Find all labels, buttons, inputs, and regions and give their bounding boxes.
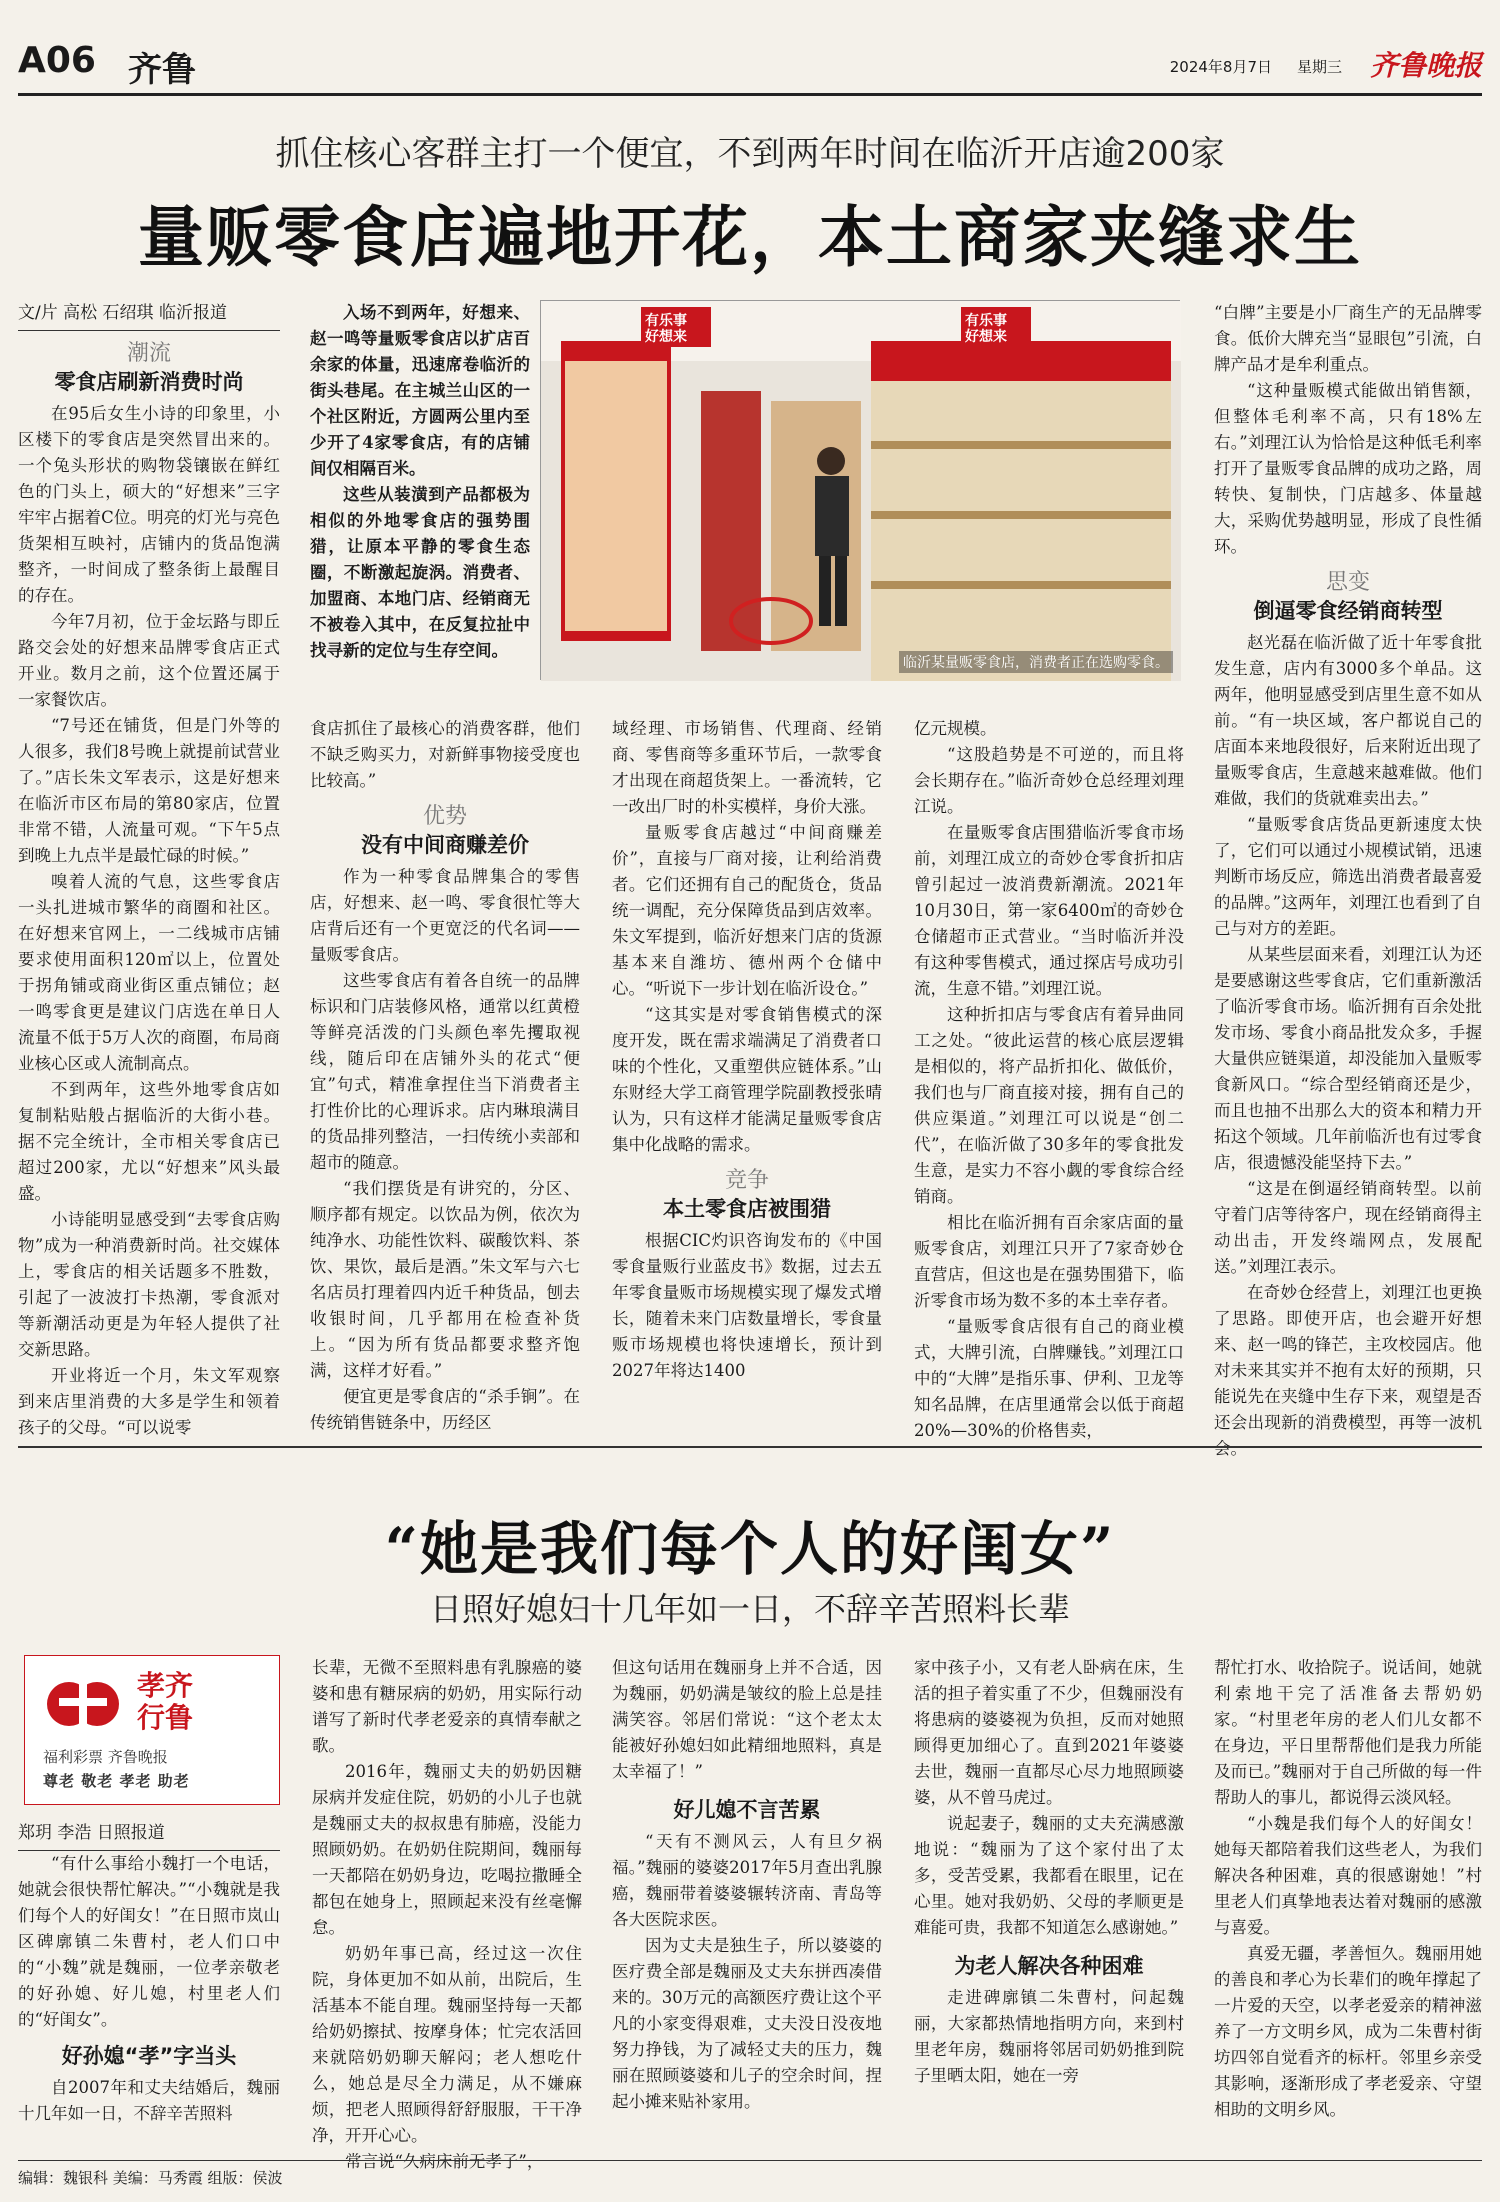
paragraph: 真爱无疆，孝善恒久。魏丽用她的善良和孝心为长辈们的晚年撑起了一片爱的天空，以孝老爱亲的精神滋养了一方文明乡风，成为二朱曹村街坊四邻自觉看齐的标杆。邻里乡亲受其影响，逐渐形成了孝老爱亲、守望相助的文明乡风。 [1214,1944,1482,2119]
paragraph: 嗅着人流的气息，这些零食店一头扎进城市繁华的商圈和社区。在好想来官网上，一二线城市店铺要求使用面积120㎡以上，位置处于拐角铺或商业街区重点铺位；赵一鸣零食更是建议门店选在单日人流量不低于5万人次的商圈，布局商业核心区或人流制高点。 [18,872,280,1073]
story2-subhead-help-elders: 为老人解决各种困难 [954,1954,1144,1978]
paragraph: “这其实是对零食销售模式的深度开发，既在需求端满足了消费者口味的个性化，又重塑供应链体系。”山东财经大学工商管理学院副教授张晴认为，只有这样才能满足量贩零食店集中化战略的需求。 [612,1005,882,1154]
paragraph: 常言说“久病床前无孝子”， [345,2152,544,2171]
story2-column-4 [914,1655,1184,2150]
badge-slogan: 尊老 敬老 孝老 助老 [43,1772,190,1790]
paragraph: 奶奶年事已高，经过这一次住院，身体更加不如从前，出院后，生活基本不能自理。魏丽坚持每一天都给奶奶擦拭、按摩身体；忙完农活回来就陪奶奶聊天解闷；老人想吃什么，她总是尽全力满足，从不嫌麻烦，把老人照顾得舒舒服服，干干净净，开开心心。 [312,1944,582,2145]
paragraph-continued: 家中孩子小，又有老人卧病在床，生活的担子着实重了不少，但魏丽没有将患病的婆婆视为负担，反而对她照顾得更加细心了。直到2021年婆婆去世，魏丽一直都尽心尽力地照顾婆婆，从不曾马虎过。 [914,1658,1184,1807]
paragraph: 自2007年和丈夫结婚后，魏丽十几年如一日，不辞辛苦照料 [18,2078,280,2123]
paragraph: 在量贩零食店围猎临沂零食市场前，刘理江成立的奇妙仓零食折扣店曾引起过一波消费新潮流。2021年10月30日，第一家6400㎡的奇妙仓仓储超市正式营业。“当时临沂并没有这种零售模式，通过探店号成功引流，生意不错。”刘理江说。 [914,823,1184,998]
paragraph: “这是在倒逼经销商转型。以前守着门店等待客户，现在经销商得主动出击，开发终端网点，发展配送。”刘理江表示。 [1214,1179,1482,1276]
paragraph-continued: 但这句话用在魏丽身上并不合适，因为魏丽，奶奶满是皱纹的脸上总是挂满笑容。邻居们常说：“这个老太太能被好孙媳妇如此精细地照料，真是太幸福了！” [612,1658,882,1781]
paragraph: 在95后女生小诗的印象里，小区楼下的零食店是突然冒出来的。一个兔头形状的购物袋镶嵌在鲜红色的门头上，硕大的“好想来”三字牢牢占据着C位。明亮的灯光与亮色货架相互映衬，店铺内的货品饱满整齐，一时间成了整条街上最醒目的存在。 [18,404,280,605]
story1-kicker-competition: 竞争 [724,1168,769,1193]
paragraph: 不到两年，这些外地零食店如复制粘贴般占据临沂的大街小巷。据不完全统计，全市相关零食店已超过200家，尤以“好想来”风头最盛。 [18,1080,280,1203]
paragraph: 今年7月初，位于金坛路与即丘路交会处的好想来品牌零食店正式开业。数月之前，这个位置还属于一家餐饮店。 [18,612,280,709]
paragraph: 根据CIC灼识咨询发布的《中国零食量贩行业蓝皮书》数据，过去五年零食量贩市场规模实现了爆发式增长，随着未来门店数量增长，零食量贩市场规模也将快速增长，预计到2027年将达1400 [612,1231,882,1380]
story2-column-1 [18,1820,280,2150]
paragraph: 作为一种零食品牌集合的零售店，好想来、赵一鸣、零食很忙等大店背后还有一个更宽泛的代名词——量贩零食店。 [310,867,580,964]
story2-column-5 [1214,1655,1482,2150]
paragraph-continued: “白牌”主要是小厂商生产的无品牌零食。低价大牌充当“显眼包”引流，白牌产品才是牟利重点。 [1214,303,1482,374]
story2-headline: “她是我们每个人的好闺女” [384,1515,1116,1583]
paragraph: “小魏是我们每个人的好闺女！她每天都陪着我们这些老人，为我们解决各种困难，真的很感谢她！”村里老人们真挚地表达着对魏丽的感激与喜爱。 [1214,1814,1482,1937]
story2-byline: 郑玥 李浩 日照报道 [18,1820,280,1851]
masthead [18,40,1482,96]
paragraph: 这些零食店有着各自统一的品牌标识和门店装修风格，通常以红黄橙等鲜亮活泼的门头颜色率先攫取视线，随后印在店铺外头的花式“便宜”句式，精准拿捏住当下消费者主打性价比的心理诉求。店内琳琅满目的货品排列整洁，一扫传统小卖部和超市的随意。 [310,971,580,1172]
story1-headline: 量贩零食店遍地开花，本土商家夹缝求生 [138,199,1362,276]
paragraph: “量贩零食店很有自己的商业模式，大牌引流，白牌赚钱。”刘理江口中的“大牌”是指乐事、伊利、卫龙等知名品牌，在店里通常会以低于商超20%—30%的价格售卖， [914,1317,1184,1440]
paragraph-continued: 亿元规模。 [914,719,997,738]
story-divider [18,1446,1482,1448]
story1-column-4 [914,716,1184,1440]
paragraph: 从某些层面来看，刘理江认为还是要感谢这些零食店，它们重新激活了临沂零食市场。临沂拥有百余处批发市场、零食小商品批发众多，手握大量供应链渠道，却没能加入量贩零食新风口。“综合型经销商还是少，而且也抽不出那么大的资本和精力开拓这个领域。几年前临沂也有过零食店，很遗憾没能坚持下去。” [1214,945,1482,1172]
store-interior-image [541,301,1181,681]
story1-kicker-trend: 潮流 [126,341,171,366]
paragraph: “我们摆货是有讲究的，分区、顺序都有规定。以饮品为例，依次为纯净水、功能性饮料、碳酸饮料、茶饮、果饮，最后是酒。”朱文军与六七名店员打理着四内近千种货品，刨去收银时间，几乎都用在检查补货上。“因为所有货品都要求整齐饱满，这样才好看。” [310,1179,580,1380]
paragraph: “天有不测风云，人有旦夕祸福。”魏丽的婆婆2017年5月查出乳腺癌，魏丽带着婆婆辗转济南、青岛等各大医院求医。 [612,1832,882,1929]
charity-badge [24,1655,280,1805]
story1-kicker: 抓住核心客群主打一个便宜，不到两年时间在临沂开店逾200家 [275,134,1225,174]
store-photo [540,300,1180,680]
paragraph: 便宜更是零食店的“杀手锏”。在传统销售链条中，历经区 [310,1387,580,1432]
newspaper-logo: 齐鲁晚报 [1369,49,1482,82]
paragraph: 赵光磊在临沂做了近十年零食批发生意，店内有3000多个单品。这两年，他明显感受到店里生意不如从前。“有一块区域，客户都说自己的店面本来地段很好，后来附近出现了量贩零食店，生意越来越难做。他们难做，我们的货就难卖出去。” [1214,633,1482,808]
paragraph: “这股趋势是不可逆的，而且将会长期存在。”临沂奇妙仓总经理刘理江说。 [914,745,1184,816]
paragraph: “这种量贩模式能做出销售额，但整体毛利率不高，只有18%左右。”刘理江认为恰恰是这种低毛利率打开了量贩零食品牌的成功之路，周转快、复制快，门店越多、体量越大，采购优势越明显，形成了良性循环。 [1214,381,1482,556]
story1-subhead-trend: 零食店刷新消费时尚 [54,370,244,394]
paragraph: 这种折扣店与零食店有着异曲同工之处。“彼此运营的核心底层逻辑是相似的，将产品折扣化、做低价，我们也与厂商直接对接，拥有自己的供应渠道。”刘理江可以说是“创二代”，在临沂做了30多年的零食批发生意，是实力不容小觑的零食综合经销商。 [914,1005,1184,1206]
paragraph: 在奇妙仓经营上，刘理江也更换了思路。即使开店，也会避开好想来、赵一鸣的锋芒，主攻校园店。他对未来其实并不抱有太好的预期，只能说先在夹缝中生存下来，观望是否还会出现新的消费模型，再等一波机会。 [1214,1283,1482,1458]
story1-subhead-change: 倒逼零食经销商转型 [1253,599,1443,623]
badge-sponsors: 福利彩票 齐鲁晚报 [43,1748,168,1766]
shop-sign-1: 有乐事 好想来 [645,313,687,345]
paragraph: 2016年，魏丽丈夫的奶奶因糖尿病并发症住院，奶奶的小儿子也就是魏丽丈夫的叔叔患有肺癌，没能力照顾奶奶。在奶奶住院期间，魏丽每一天都陪在奶奶身边，吃喝拉撒睡全都包在她身上，照顾起来没有丝毫懈怠。 [312,1762,582,1937]
paragraph-continued: 长辈，无微不至照料患有乳腺癌的婆婆和患有糖尿病的奶奶，用实际行动谱写了新时代孝老爱亲的真情奉献之歌。 [312,1658,582,1755]
paragraph: 因为丈夫是独生子，所以婆婆的医疗费全部是魏丽及丈夫东拼西凑借来的。30万元的高额医疗费让这个平凡的小家变得艰难，丈夫没日没夜地努力挣钱，为了减轻丈夫的压力，魏丽在照顾婆婆和儿子的空余时间，捏起小摊来贴补家用。 [612,1936,882,2111]
story1-kicker-advantage: 优势 [422,804,467,829]
paragraph: 量贩零食店越过“中间商赚差价”，直接与厂商对接，让利给消费者。它们还拥有自己的配货仓，货品统一调配，充分保障货品到店效率。朱文军提到，临沂好想来门店的货源基本来自潍坊、德州两个仓储中心。“听说下一步计划在临沂设仓。” [612,823,882,998]
story1-byline: 文/片 高松 石绍琪 临沂报道 [18,300,280,331]
paragraph: “有什么事给小魏打一个电话，她就会很快帮忙解决。”“小魏就是我们每个人的好闺女！”在日照市岚山区碑廓镇二朱曹村，老人们口中的“小魏”就是魏丽，一位孝亲敬老的好孙媳、好儿媳，村里老人们的“好闺女”。 [18,1854,280,2029]
story1-subhead-competition: 本土零食店被围猎 [663,1197,831,1221]
paragraph-continued: 域经理、市场销售、代理商、经销商、零售商等多重环节后，一款零食才出现在商超货架上。一番流转，它一改出厂时的朴实模样，身价大涨。 [612,719,882,816]
photo-caption: 临沂某量贩零食店，消费者正在选购零食。 [899,651,1173,673]
page-credits: 编辑：魏银科 美编：马秀霞 组版：侯波 [18,2160,1482,2188]
page-number: A06 [18,40,96,81]
paragraph: “量贩零食店货品更新速度太快了，它们可以通过小规模试销，迅速判断市场反应，筛选出消费者最喜爱的品牌。”这两年，刘理江也看到了自己与对方的差距。 [1214,815,1482,938]
story1-kicker-change: 思变 [1325,570,1370,595]
story2-subhead-granddaughter: 好孙媳“孝”字当头 [61,2044,237,2068]
story1-lead-text [310,300,530,680]
paragraph: 小诗能明显感受到“去零食店购物”成为一种消费新时尚。社交媒体上，零食店的相关话题多不胜数，引起了一波波打卡热潮，零食派对等新潮活动更是为年轻人提供了社交新思路。 [18,1210,280,1359]
paragraph: 相比在临沂拥有百余家店面的量贩零食店，刘理江只开了7家奇妙仓直营店，但这也是在强势围猎下，临沂零食市场为数不多的本土幸存者。 [914,1213,1184,1310]
badge-title: 孝齐 行鲁 [137,1669,194,1734]
paragraph-continued: 帮忙打水、收拾院子。说话间，她就利索地干完了活准备去帮奶奶家。“村里老年房的老人们儿女都不在身边，平日里帮帮他们是我力所能及而已。”魏丽对于自己所做的每一件帮助人的事儿，都说得云淡风轻。 [1214,1658,1482,1807]
paragraph: 开业将近一个月，朱文军观察到来店里消费的大多是学生和领着孩子的父母。“可以说零 [18,1366,280,1437]
paragraph-continued: 食店抓住了最核心的消费客群，他们不缺乏购买力，对新鲜事物接受度也比较高。” [310,719,580,790]
lottery-logo-icon [39,1664,129,1744]
story1-column-2 [310,716,580,1430]
story1-column-3 [612,716,882,1430]
story2-subtitle: 日照好媳妇十几年如一日，不辞辛苦照料长辈 [429,1590,1070,1628]
issue-date: 2024年8月7日 [1169,58,1272,76]
story2-column-3 [612,1655,882,2150]
section-name: 齐鲁 [128,50,196,90]
lead-paragraph: 入场不到两年，好想来、赵一鸣等量贩零食店以扩店百余家的体量，迅速席卷临沂的街头巷尾。在主城兰山区的一个社区附近，方圆两公里内至少开了4家零食店，有的店铺间仅相隔百米。 [310,303,530,478]
lead-paragraph: 这些从装潢到产品都极为相似的外地零食店的强势围猎，让原本平静的零食生态圈，不断激起旋涡。消费者、加盟商、本地门店、经销商无不被卷入其中，在反复拉扯中找寻新的定位与生存空间。 [310,485,530,660]
story1-column-5 [1214,300,1482,1458]
story1-subhead-advantage: 没有中间商赚差价 [361,833,529,857]
paragraph: 说起妻子，魏丽的丈夫充满感激地说：“魏丽为了这个家付出了太多，受苦受累，我都看在眼里，记在心里。她对我奶奶、父母的孝顺更是难能可贵，我都不知道怎么感谢她。” [914,1814,1184,1937]
paragraph: 走进碑廓镇二朱曹村，问起魏丽，大家都热情地指明方向，来到村里老年房，魏丽将邻居司奶奶推到院子里晒太阳，她在一旁 [914,1988,1184,2085]
shop-sign-2: 有乐事 好想来 [965,313,1007,345]
story1-column-1 [18,300,280,1437]
story2-column-2 [312,1655,582,2171]
story2-subhead-daughterinlaw: 好儿媳不言苦累 [673,1798,821,1822]
paragraph: “7号还在铺货，但是门外等的人很多，我们8号晚上就提前试营业了。”店长朱文军表示，这是好想来在临沂市区布局的第80家店，位置非常不错，人流量可观。“下午5点到晚上九点半是最忙碌的时候。” [18,716,280,865]
issue-weekday: 星期三 [1296,58,1342,76]
